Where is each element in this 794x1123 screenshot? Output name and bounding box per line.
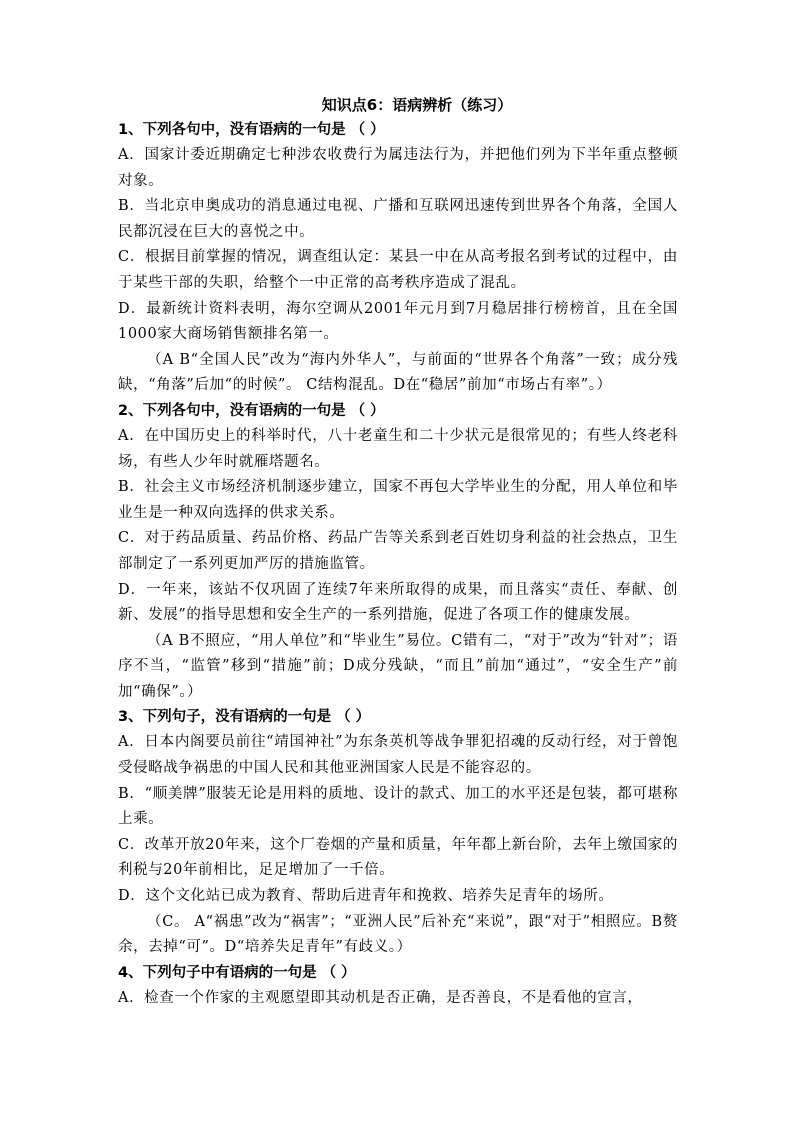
question-1: [118, 118, 678, 399]
option-d: D．一年来，该站不仅巩固了连续7年来所取得的成果，而且落实“责任、奉献、创新、发展”的指导思想和安全生产的一系列措施，促进了各项工作的健康发展。: [118, 581, 678, 624]
document-title: 知识点6：语病辨析（练习）: [321, 96, 513, 114]
option-a: A．在中国历史上的科举时代，八十老童生和二十少状元是很常见的；有些人终老科场，有些人少年时就雁塔题名。: [118, 427, 678, 470]
question-stem: 1、下列各句中，没有语病的一句是 （ ）: [118, 122, 385, 138]
document-page: [118, 92, 678, 1011]
question-stem: 4、下列句子中有语病的一句是 （ ）: [118, 964, 356, 981]
option-a: A．检查一个作家的主观愿望即其动机是否正确，是否善良，不是看他的宣言，: [118, 989, 643, 1006]
option-b: B．当北京申奥成功的消息通过电视、广播和互联网迅速传到世界各个角落，全国人民都沉浸在巨大的喜悦之中。: [118, 198, 678, 240]
option-d: D．最新统计资料表明，海尔空调从2001年元月到7月稳居排行榜榜首，且在全国1000家大商场销售额排名第一。: [118, 300, 678, 343]
answer-explanation: （C。 A“祸患”改为“祸害”；“亚洲人民”后补充“来说”，跟“对于”相照应。B赘余，去掉“可”。D“培养失足青年”有歧义。）: [118, 913, 678, 956]
question-4: [118, 961, 678, 1012]
answer-explanation: （A B“全国人民”改为“海内外华人”，与前面的“世界各个角落”一致；成分残缺，“角落”后加“的时候”。 C结构混乱。D在“稳居”前加“市场占有率”。）: [118, 351, 678, 394]
option-c: C．对于药品质量、药品价格、药品广告等关系到老百姓切身利益的社会热点，卫生部制定了一系列更加严厉的措施监管。: [118, 530, 678, 572]
option-d: D．这个文化站已成为教育、帮助后进青年和挽救、培养失足青年的场所。: [118, 888, 614, 905]
question-3: [118, 705, 678, 960]
option-a: A．国家计委近期确定七种涉农收费行为属违法行为，并把他们列为下半年重点整顿对象。: [118, 147, 678, 189]
option-c: C．根据目前掌握的情况，调查组认定：某县一中在从高考报名到考试的过程中，由于某些干部的失职，给整个一中正常的高考秩序造成了混乱。: [118, 249, 678, 291]
option-b: B．“顺美牌”服装无论是用料的质地、设计的款式、加工的水平还是包装，都可堪称上乘。: [118, 785, 678, 828]
question-stem: 2、下列各句中，没有语病的一句是 （ ）: [118, 402, 385, 419]
option-b: B．社会主义市场经济机制逐步建立，国家不再包大学毕业生的分配，用人单位和毕业生是一种双向选择的供求关系。: [118, 479, 678, 521]
option-a: A．日本内阁要员前往“靖国神社”为东条英机等战争罪犯招魂的反动行经，对于曾饱受侵略战争祸患的中国人民和其他亚洲国家人民是不能容忍的。: [118, 734, 678, 777]
answer-explanation: （A B不照应，“用人单位”和“毕业生”易位。C错有二，“对于”改为“针对”；语序不当，“监管”移到“措施”前；D成分残缺，“而且”前加“通过”，“安全生产”前加“确保”。）: [118, 632, 678, 700]
option-c: C．改革开放20年来，这个厂卷烟的产量和质量，年年都上新台阶，去年上缴国家的利税与20年前相比，足足增加了一千倍。: [118, 836, 678, 879]
question-stem: 3、下列句子，没有语病的一句是 （ ）: [118, 709, 371, 726]
question-2: [118, 399, 678, 706]
